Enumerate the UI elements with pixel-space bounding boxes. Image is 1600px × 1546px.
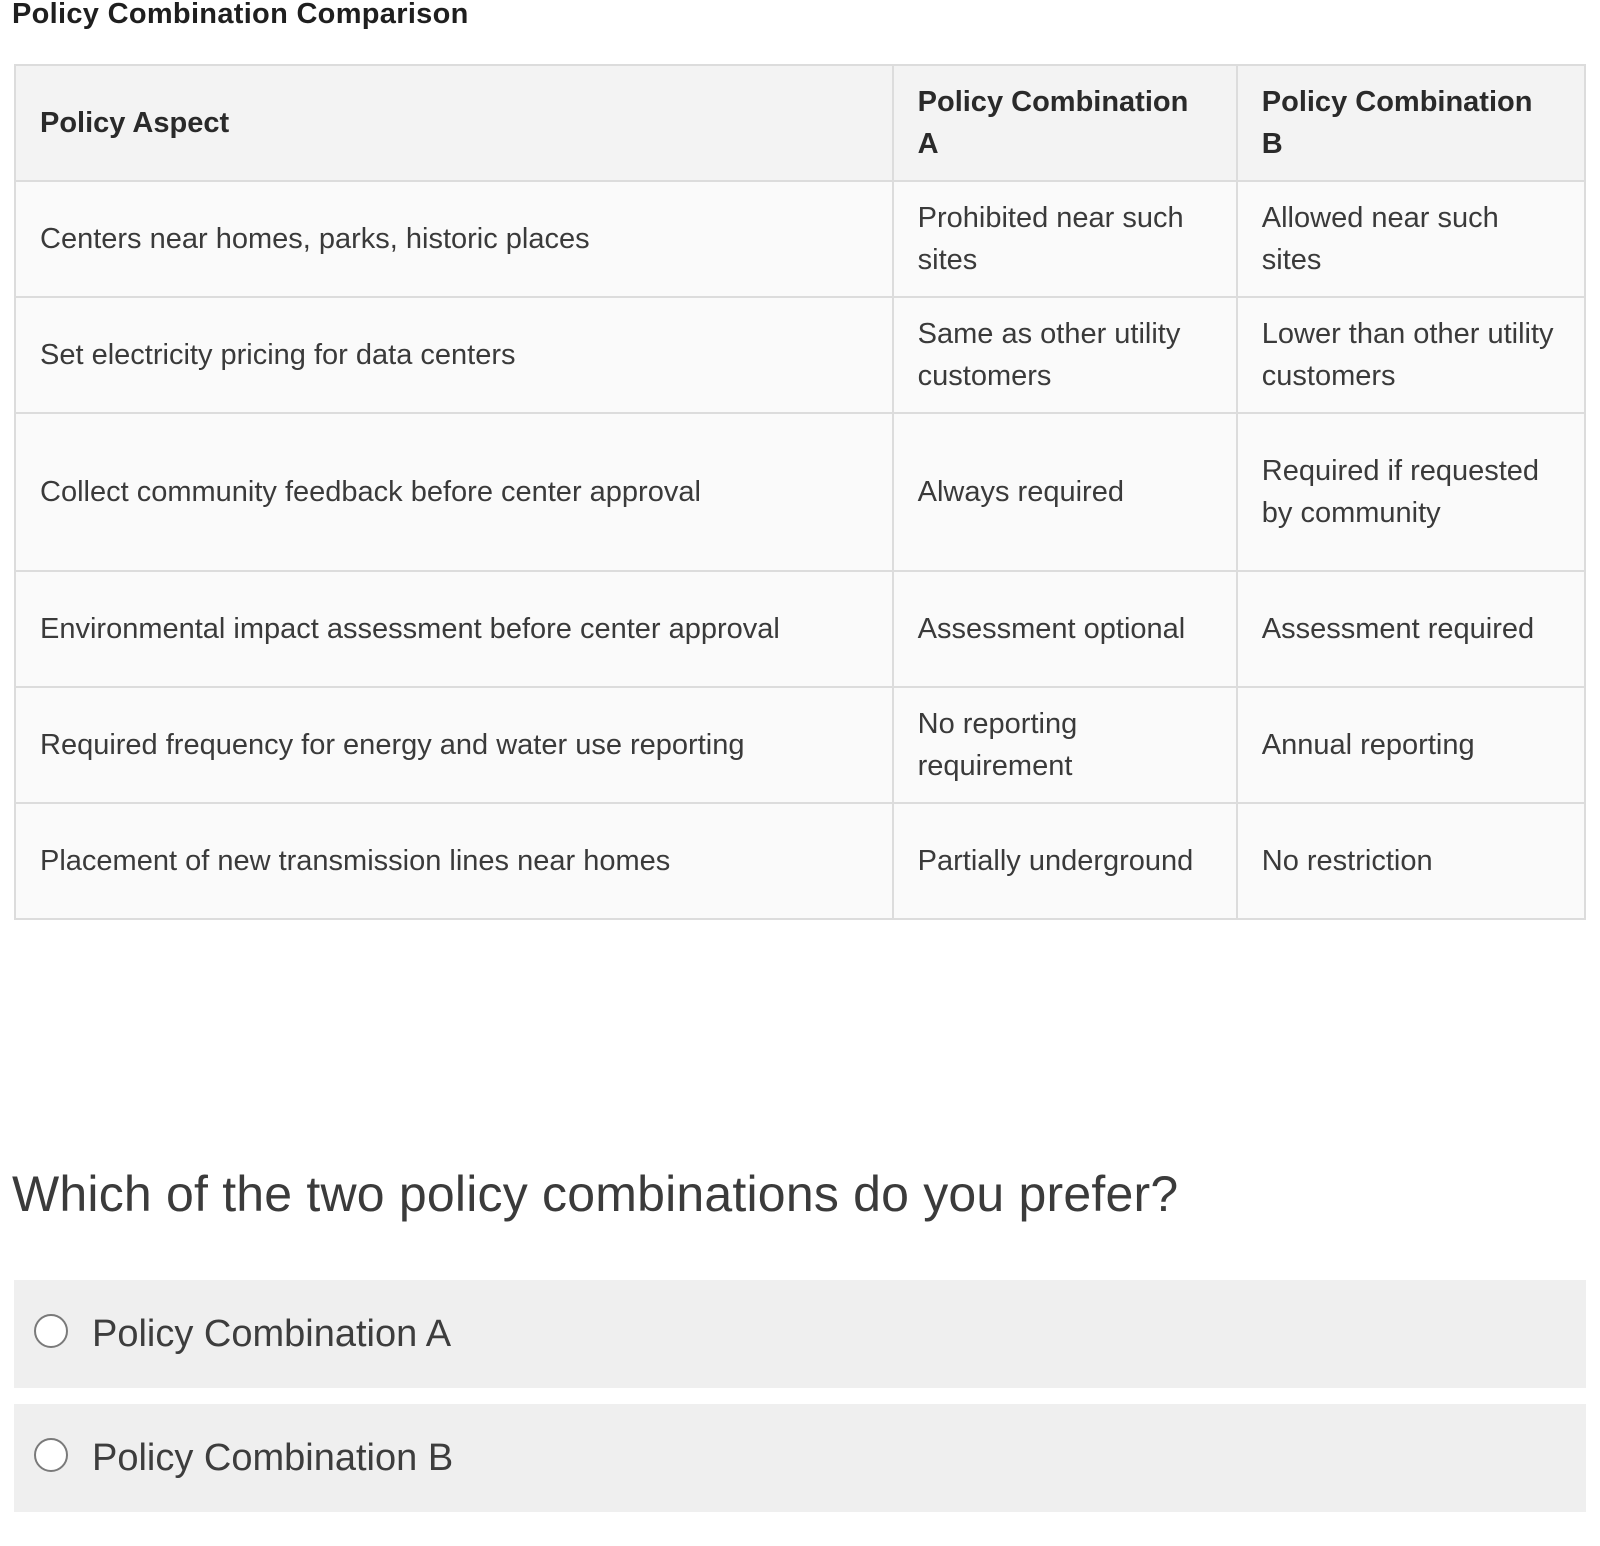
cell-aspect: Environmental impact assessment before center approval bbox=[15, 571, 893, 687]
table-header-row bbox=[15, 65, 1585, 181]
table-row bbox=[15, 803, 1585, 919]
option-policy-combination-a[interactable] bbox=[14, 1280, 1586, 1388]
option-label-b[interactable]: Policy Combination B bbox=[92, 1437, 454, 1479]
cell-combination-a: Always required bbox=[893, 413, 1237, 571]
cell-combination-b: Required if requested by community bbox=[1237, 413, 1585, 571]
cell-combination-b: Annual reporting bbox=[1237, 687, 1585, 803]
cell-aspect: Placement of new transmission lines near homes bbox=[15, 803, 893, 919]
table-row bbox=[15, 571, 1585, 687]
cell-combination-b: No restriction bbox=[1237, 803, 1585, 919]
cell-combination-b: Allowed near such sites bbox=[1237, 181, 1585, 297]
cell-combination-b: Assessment required bbox=[1237, 571, 1585, 687]
cell-aspect: Required frequency for energy and water use reporting bbox=[15, 687, 893, 803]
table-row bbox=[15, 413, 1585, 571]
cell-combination-a: Prohibited near such sites bbox=[893, 181, 1237, 297]
table-row bbox=[15, 687, 1585, 803]
table-row bbox=[15, 181, 1585, 297]
cell-aspect: Collect community feedback before center approval bbox=[15, 413, 893, 571]
header-policy-combination-b: Policy Combination B bbox=[1237, 65, 1585, 181]
header-policy-aspect: Policy Aspect bbox=[15, 65, 893, 181]
comparison-table bbox=[14, 64, 1586, 920]
cell-combination-b: Lower than other utility customers bbox=[1237, 297, 1585, 413]
cell-combination-a: Same as other utility customers bbox=[893, 297, 1237, 413]
cell-aspect: Set electricity pricing for data centers bbox=[15, 297, 893, 413]
table-title: Policy Combination Comparison bbox=[12, 0, 469, 30]
radio-button-a[interactable] bbox=[34, 1314, 68, 1348]
radio-button-b[interactable] bbox=[34, 1438, 68, 1472]
cell-aspect: Centers near homes, parks, historic places bbox=[15, 181, 893, 297]
option-policy-combination-b[interactable] bbox=[14, 1404, 1586, 1512]
cell-combination-a: No reporting requirement bbox=[893, 687, 1237, 803]
table-row bbox=[15, 297, 1585, 413]
header-policy-combination-a: Policy Combination A bbox=[893, 65, 1237, 181]
cell-combination-a: Partially underground bbox=[893, 803, 1237, 919]
option-label-a[interactable]: Policy Combination A bbox=[92, 1313, 452, 1355]
question-text: Which of the two policy combinations do you prefer? bbox=[12, 1166, 1179, 1222]
cell-combination-a: Assessment optional bbox=[893, 571, 1237, 687]
